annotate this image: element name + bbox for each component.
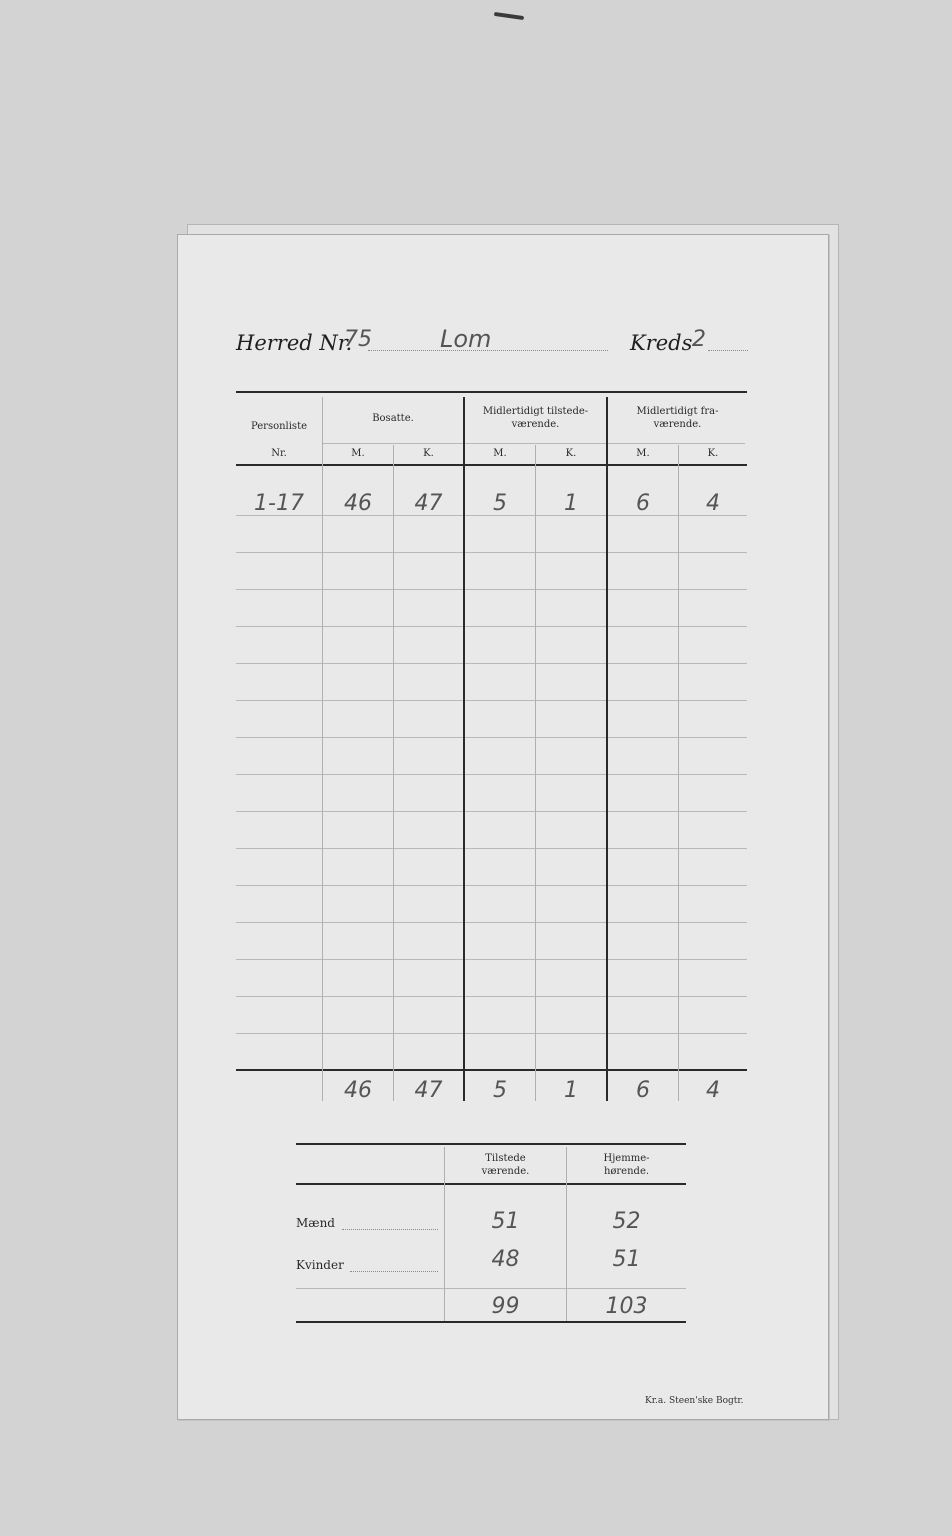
row-rule [236,885,747,886]
summary-total-tilstede: 99 [491,1294,520,1319]
printer-imprint: Kr.a. Steen'ske Bogtr. [645,1396,744,1406]
kvinder-dotted-line [350,1271,438,1272]
total-fra-m: 6 [636,1078,650,1103]
col-personliste-nr: Nr. [271,448,287,459]
summary-sum-rule [296,1288,686,1289]
kreds-number: 2 [692,327,706,352]
summary-col-tilstede [445,1153,566,1178]
row1-tilstede-m: 5 [493,491,507,516]
row1-fra-m: 6 [636,491,650,516]
summary-maend-label: Mænd [296,1216,335,1230]
row-rule [236,774,747,775]
sub-bosatte-m: M. [351,448,365,459]
total-tilstede-m: 5 [493,1078,507,1103]
col-personliste: Personliste [250,421,308,432]
summary-col-tilstede-line1: Tilstede [485,1153,526,1164]
summary-bottom-rule [296,1321,686,1323]
census-form [177,234,829,1420]
group-tilstede-line1: Midlertidigt tilstede- [482,406,589,417]
row1-fra-k: 4 [706,491,720,516]
scan-mark [494,12,524,20]
herred-dotted-line [368,350,608,351]
col-rule [535,445,536,1101]
group-fravaerende [608,406,747,431]
group-bosatte: Bosatte. [372,413,414,424]
summary-kvinder-label: Kvinder [296,1258,344,1272]
table-top-rule [236,391,747,393]
sub-tilstede-m: M. [493,448,507,459]
summary-maend-tilstede: 51 [491,1209,520,1234]
subheader-rule [323,443,745,444]
header-bottom-rule [236,464,747,466]
kreds-dotted-line [708,350,748,351]
row-rule [236,589,747,590]
row-rule [236,1033,747,1034]
sub-fra-k: K. [707,448,719,459]
row-rule [236,626,747,627]
row-rule [236,922,747,923]
col-rule [678,445,679,1101]
group-fra-line2: værende. [653,418,702,430]
sub-bosatte-k: K. [423,448,434,459]
maend-dotted-line [342,1229,438,1230]
summary-col-hjemme [567,1153,686,1178]
row1-bosatte-m: 46 [344,491,372,516]
summary-header-rule [296,1183,686,1185]
row1-bosatte-k: 47 [414,491,443,516]
summary-col-hjemme-line2: hørende. [603,1165,650,1177]
row1-nr: 1-17 [254,491,304,516]
group-tilstede-line2: værende. [511,418,560,430]
totals-rule [236,1069,747,1071]
herred-label: Herred Nr. [236,331,353,355]
group-fra-line1: Midlertidigt fra- [636,406,719,417]
sub-fra-m: M. [636,448,650,459]
total-fra-k: 4 [706,1078,720,1103]
row-rule [236,663,747,664]
row-rule [236,700,747,701]
herred-number: 75 [344,327,372,352]
row-rule [236,811,747,812]
col-rule [393,445,394,1101]
kreds-label: Kreds [630,331,693,355]
summary-total-hjemme: 103 [605,1294,648,1319]
total-bosatte-k: 47 [414,1078,443,1103]
total-tilstede-k: 1 [564,1078,578,1103]
summary-top-rule [296,1143,686,1145]
group-tilstede [465,406,606,431]
row-rule [236,737,747,738]
summary-kvinder-hjemme: 51 [612,1247,641,1272]
summary-col-hjemme-line1: Hjemme- [603,1153,650,1164]
row-rule [236,959,747,960]
total-bosatte-m: 46 [344,1078,372,1103]
row1-tilstede-k: 1 [564,491,578,516]
herred-name: Lom [440,325,492,353]
row-rule [236,552,747,553]
summary-kvinder-tilstede: 48 [491,1247,520,1272]
row-rule [236,996,747,997]
summary-maend-hjemme: 52 [612,1209,641,1234]
row-rule [236,848,747,849]
summary-col-tilstede-line2: værende. [481,1165,530,1177]
sub-tilstede-k: K. [565,448,577,459]
